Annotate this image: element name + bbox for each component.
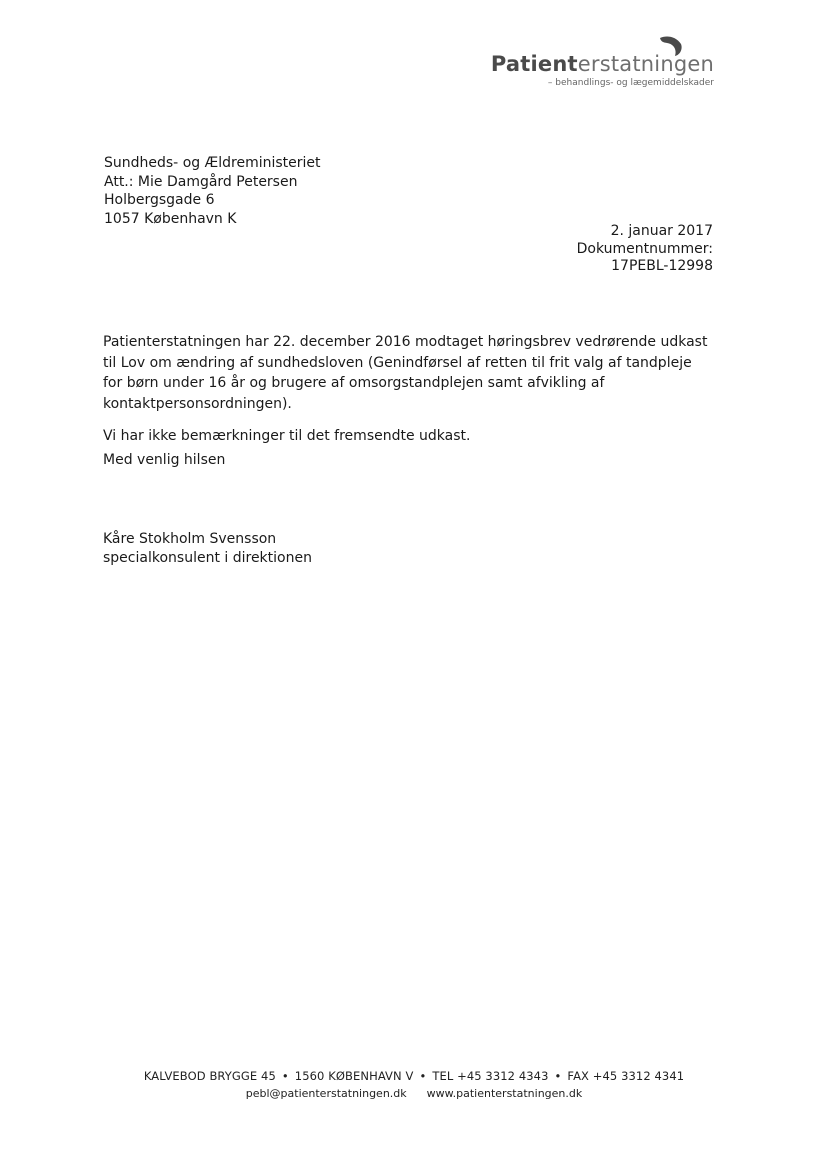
recipient-city: 1057 København K <box>104 210 237 227</box>
footer-separator: • <box>281 1069 289 1083</box>
document-number-label: Dokumentnummer: <box>576 240 713 257</box>
signer-title: specialkonsulent i direktionen <box>103 550 312 566</box>
signer-name: Kåre Stokholm Svensson <box>103 531 277 547</box>
body-paragraph: Patienterstatningen har 22. december 2016 modtaget høringsbrev vedrørende udkast til Lov om ændring af sundhedsloven (Genindførsel af retten til frit valg af tandpleje for børn under 16 år og brugere af omsorgstandplejen samt afvikling af kontaktpersonsordningen). <box>103 334 708 412</box>
footer-website-link[interactable]: www.patienterstatningen.dk <box>426 1087 583 1100</box>
footer-phone: TEL +45 3312 4343 <box>432 1069 549 1083</box>
footer-postal: 1560 KØBENHAVN V <box>294 1069 414 1083</box>
document-meta <box>577 223 713 276</box>
letter-body <box>103 332 715 459</box>
document-number: 17PEBL-12998 <box>611 258 713 274</box>
footer-separator: • <box>419 1069 427 1083</box>
signature-block <box>103 530 312 568</box>
recipient-organization: Sundheds- og Ældreministeriet <box>104 155 321 171</box>
closing-greeting: Med venlig hilsen <box>103 452 226 468</box>
footer-separator: • <box>554 1069 562 1083</box>
letter-date: 2. januar 2017 <box>610 223 713 239</box>
logo-wordmark: Patienterstatningen <box>490 52 714 76</box>
logo-tagline: – behandlings- og lægemiddelskader <box>547 78 714 88</box>
footer-online <box>0 1087 828 1100</box>
footer-address: KALVEBOD BRYGGE 45 <box>143 1069 276 1083</box>
footer-email-link[interactable]: pebl@patienterstatningen.dk <box>245 1087 407 1100</box>
recipient-street: Holbergsgade 6 <box>104 192 215 208</box>
logo <box>488 34 718 96</box>
body-paragraph: Vi har ikke bemærkninger til det fremsendte udkast. <box>103 428 471 444</box>
footer-contact <box>0 1069 828 1083</box>
recipient-address <box>104 154 321 228</box>
recipient-attention: Att.: Mie Damgård Petersen <box>104 173 298 190</box>
footer-fax: FAX +45 3312 4341 <box>567 1069 685 1083</box>
